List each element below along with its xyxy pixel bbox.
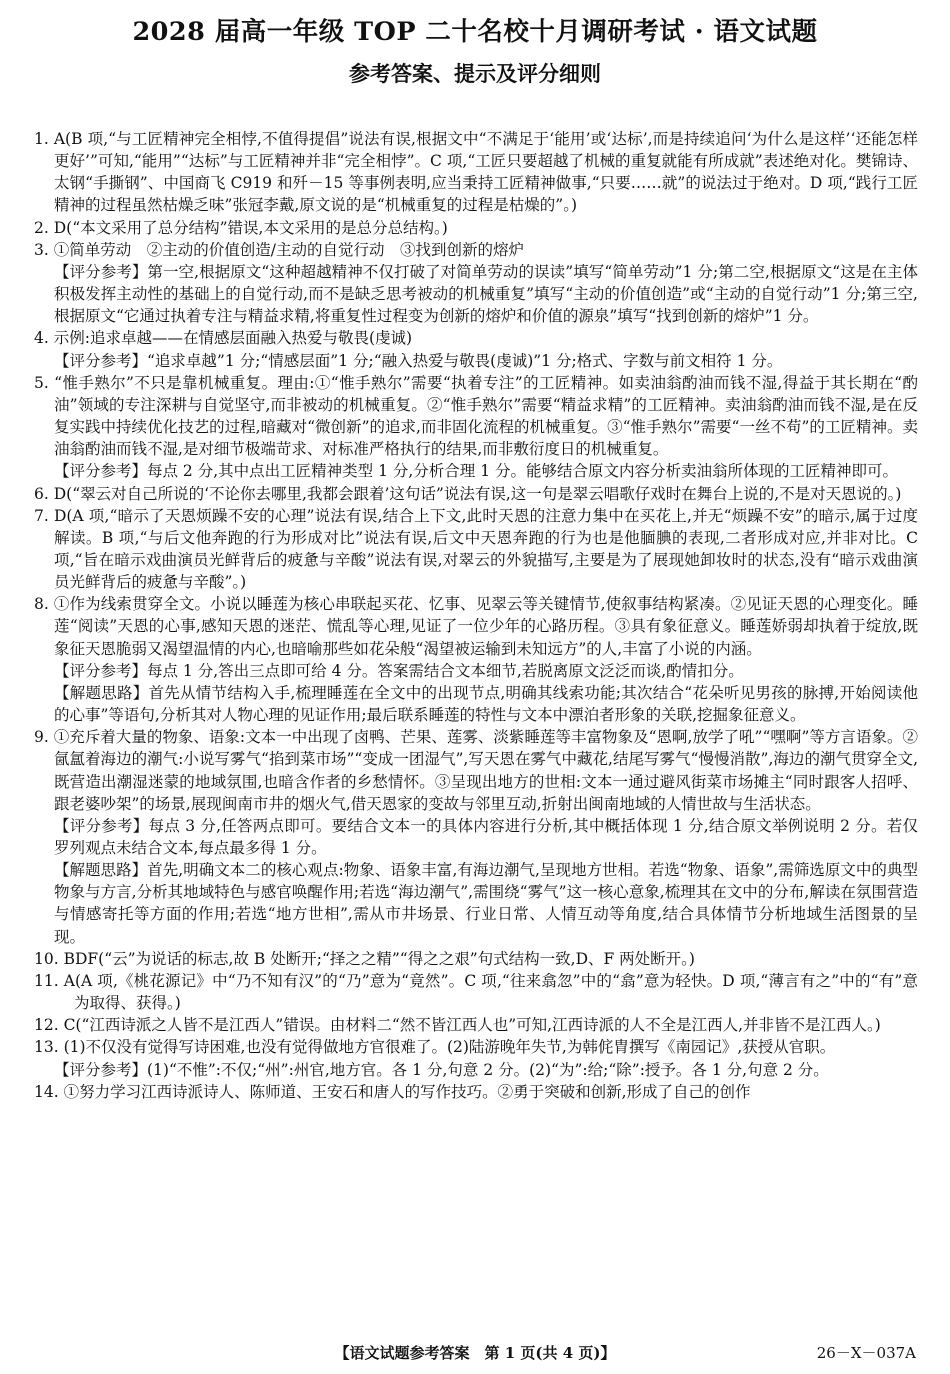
answer-12: 12. C(“江西诗派之人皆不是江西人”错误。由材料二“然不皆江西人也”可知,江西诗派的人不全是江西人,并非皆不是江西人。) [34, 1016, 881, 1035]
page-subtitle: 参考答案、提示及评分细则 [349, 61, 601, 86]
answer-6: 6. D(“翠云对自己所说的‘不论你去哪里,我都会跟着’这句话”说法有误,这一句是翠云唱歌仔戏时在舞台上说的,不是对天恩说的。) [34, 484, 902, 503]
answer-9-approach: 【解题思路】首先,明确文本二的核心观点:物象、语象丰富,有海边潮气,呈现地方世相。若选“物象、语象”,需筛选原文中的典型物象与方言,分析其地域特色与感官唤醒作用;若选“海边潮气”,需围绕“雾气”这一核心意象,梳理其在文中的分布,解读在氛围营造与情感寄托等方面的作用;若选“地方世相”,需从市井场景、行业日常、人情互动等角度,结合具体情节分析地域生活图景的呈现。 [54, 861, 918, 946]
answer-13: 13. (1)不仅没有觉得写诗困难,也没有觉得做地方官很难了。(2)陆游晚年失节,为韩侂胄撰写《南园记》,获授从官职。 [34, 1038, 836, 1057]
answer-10: 10. BDF(“云”为说话的标志,故 B 处断开;“择之之精”“得之之艰”句式结构一致,D、F 两处断开。) [34, 949, 695, 968]
answer-5: 5. “惟手熟尔”不只是靠机械重复。理由:①“惟手熟尔”需要“执着专注”的工匠精神。如卖油翁酌油而钱不湿,得益于其长期在“酌油”领域的专注深耕与自觉坚守,而非被动的机械重复。②“惟手熟尔”需要“精益求精”的工匠精神。卖油翁酌油而钱不湿,是在反复实践中持续优化技艺的过程,暗藏对“微创新”的追求,而非固化流程的机械重复。③“惟手熟尔”需要“一丝不苟”的工匠精神。卖油翁酌油而钱不湿,是对细节极端苛求、对标准严格执行的结果,而非敷衍度日的机械重复。 [34, 373, 918, 459]
answer-1: 1. A(B 项,“与工匠精神完全相悖,不值得提倡”说法有误,根据文中“不满足于‘能用’或‘达标’,而是持续追问‘为什么是这样’‘还能怎样更好’”可知,“能用”“达标”与工匠精神并非“完全相悖”。C 项,“工匠只要超越了机械的重复就能有所成就”表述绝对化。樊锦诗、太钢“手撕钢”、中国商飞 C919 和歼－15 等事例表明,应当秉持工匠精神做事,“只要……就”的说法过于绝对。D 项,“践行工匠精神的过程虽然枯燥乏味”张冠李戴,原文说的是“机械重复的过程是枯燥的”。) [34, 130, 918, 215]
answer-13-scoring: 【评分参考】(1)“不惟”:不仅;“州”:州官,地方官。各 1 分,句意 2 分。(2)“为”:给;“除”:授予。各 1 分,句意 2 分。 [54, 1060, 829, 1079]
answer-3-scoring: 【评分参考】第一空,根据原文“这种超越精神不仅打破了对简单劳动的误读”填写“简单劳动”1 分;第二空,根据原文“这是在主体积极发挥主动性的基础上的自觉行动,而不是缺乏思考被动的机械重复”填写“主动的价值创造”或“主动的自觉行动”1 分;第三空,根据原文“它通过执着专注与精益求精,将重复性过程变为创新的熔炉和价值的源泉”填写“找到创新的熔炉”1 分。 [54, 262, 918, 326]
answer-4-scoring: 【评分参考】“追求卓越”1 分;“情感层面”1 分;“融入热爱与敬畏(虔诚)”1 分;格式、字数与前文相符 1 分。 [54, 351, 783, 370]
answer-11: 11. A(A 项,《桃花源记》中“乃不知有汉”的“乃”意为“竟然”。C 项,“往来翕忽”中的“翕”意为轻快。D 项,“薄言有之”中的“有”意为取得、获得。) [34, 971, 918, 1013]
footer-page-label: 【语文试题参考答案 第 1 页(共 4 页)】 [334, 1344, 616, 1362]
footer-exam-code: 26－X－037A [816, 1344, 916, 1362]
answer-5-scoring: 【评分参考】每点 2 分,其中点出工匠精神类型 1 分,分析合理 1 分。能够结合原文内容分析卖油翁所体现的工匠精神即可。 [54, 462, 899, 481]
answer-8: 8. ①作为线索贯穿全文。小说以睡莲为核心串联起买花、忆事、见翠云等关键情节,使叙事结构紧凑。②见证天恩的心理变化。睡莲“阅读”天恩的心事,感知天恩的迷茫、慌乱等心理,见证了一位少年的心路历程。③具有象征意义。睡莲娇弱却执着于绽放,既象征天恩脆弱又渴望温情的内心,也暗喻那些如花朵般“渴望被运输到未知远方”的人,丰富了小说的内涵。 [34, 595, 918, 658]
answer-4: 4. 示例:追求卓越——在情感层面融入热爱与敬畏(虔诚) [34, 329, 413, 348]
answer-3: 3. ①简单劳动 ②主动的价值创造/主动的自觉行动 ③找到创新的熔炉 [34, 240, 524, 259]
answer-7: 7. D(A 项,“暗示了天恩烦躁不安的心理”说法有误,结合上下文,此时天恩的注意力集中在买花上,并无“烦躁不安”的暗示,属于过度解读。B 项,“与后文他奔跑的行为形成对比”说法有误,后文中天恩奔跑的行为也是他腼腆的表现,二者形成对应,并非对比。C 项,“旨在暗示戏曲演员光鲜背后的疲惫与辛酸”说法有误,对翠云的外貌描写,主要是为了展现她卸妆时的状态,没有“暗示戏曲演员光鲜背后的疲惫与辛酸”。) [34, 506, 918, 592]
answer-list [34, 128, 918, 1103]
answer-8-approach: 【解题思路】首先从情节结构入手,梳理睡莲在全文中的出现节点,明确其线索功能;其次结合“花朵听见男孩的脉搏,开始阅读他的心事”等语句,分析其对人物心理的见证作用;最后联系睡莲的特性与文本中漂泊者形象的关联,挖掘象征意义。 [54, 683, 918, 725]
answer-9: 9. ①充斥着大量的物象、语象:文本一中出现了卤鸭、芒果、莲雾、淡紫睡莲等丰富物象及“恩啊,放学了吼”“嘿啊”等方言语象。②氤氲着海边的潮气:小说写雾气“掐到菜市场”“变成一团湿气”,写天恩在雾气中藏花,结尾写雾气“慢慢消散”,海边的潮气贯穿全文,既营造出潮湿迷蒙的地域氛围,也暗含作者的乡愁情怀。③呈现出地方的世相:文本一通过避风街菜市场摊主“同时跟客人招呼、跟老婆吵架”的场景,展现闽南市井的烟火气,借天恩家的变故与邻里互动,折射出闽南地域的人情世故与生活状态。 [34, 728, 918, 813]
answer-14: 14. ①努力学习江西诗派诗人、陈师道、王安石和唐人的写作技巧。②勇于突破和创新,形成了自己的创作 [34, 1082, 751, 1101]
answer-8-scoring: 【评分参考】每点 1 分,答出三点即可给 4 分。答案需结合文本细节,若脱离原文泛泛而谈,酌情扣分。 [54, 661, 744, 680]
answer-9-scoring: 【评分参考】每点 3 分,任答两点即可。要结合文本一的具体内容进行分析,其中概括体现 1 分,结合原文举例说明 2 分。若仅罗列观点未结合文本,每点最多得 1 分。 [54, 816, 918, 857]
page-footer [0, 1342, 950, 1366]
page-title: 2028 届高一年级 TOP 二十名校十月调研考试 · 语文试题 [132, 17, 818, 47]
answer-2: 2. D(“本文采用了总分结构”错误,本文采用的是总分总结构。) [34, 218, 448, 237]
